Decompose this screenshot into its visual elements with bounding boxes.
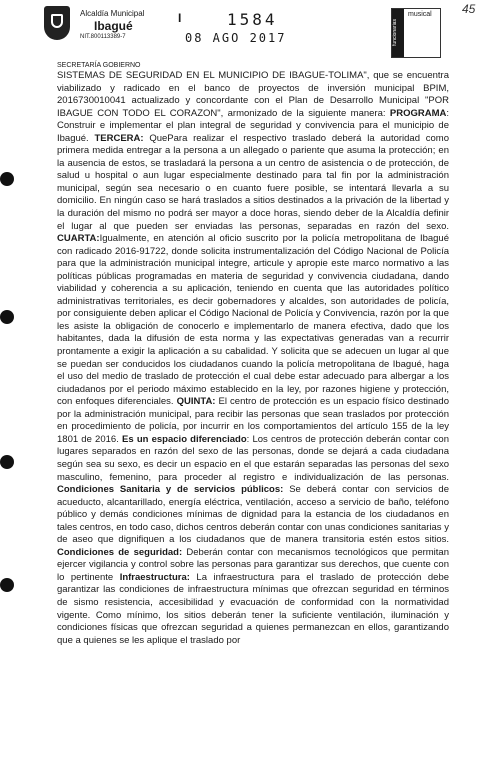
stamp-date: 08 AGO 2017: [185, 31, 287, 45]
quinta-heading: QUINTA:: [176, 396, 216, 408]
musical-stamp-box: [391, 8, 441, 58]
programa-text: : Construir e implementar el plan integral de seguridad y convivencia para el municipio de Ibagué.: [57, 107, 449, 144]
infraestructura-heading: Infraestructura:: [119, 571, 190, 583]
espacio-diferenciado-heading: Es un espacio diferenciado: [122, 433, 247, 445]
org-nit: NIT.800113389-7: [80, 34, 126, 40]
stamp-code: I: [178, 11, 183, 25]
punch-hole: [0, 578, 14, 592]
quinta-text: El centro de protección es un espacio físico destinado por la administración municipal, para recibir las personas que sean traslados por protección en procedimiento de policía, por incurrir en los comportamientos del artículo 155 de la ley 1801 de 2016.: [57, 396, 449, 445]
condiciones-sanitarias-text: Se deberá contar con servicios de acueducto, alcantarillado, energía eléctrica, ventilación, acceso a servicio de baño, teléfono público y demás condiciones mínimas de dignidad para la estancia de los ciudadanos en tales centros, en todo caso, dichos centros deberán contar con unas condiciones sanitarias y de aseo que dignifiquen a los ciudadanos que de manera transitoria estén estos sitios.: [57, 484, 449, 546]
punch-hole: [0, 172, 14, 186]
tercera-heading: TERCERA:: [94, 132, 144, 144]
org-city: Ibagué: [94, 19, 133, 33]
programa-heading: PROGRAMA: [389, 107, 447, 119]
document-body: [57, 70, 449, 762]
espacio-diferenciado-text: : Los centros de protección deberán contar con lugares separados en razón del sexo de las personas, donde se dejará a cada ciudadana según sea su sexo, es decir un espacio en el que estarán separadas las personas del sexo masculino, femenino, para proceder al registro e individualización de las personas.: [57, 433, 449, 483]
condiciones-sanitarias-heading: Condiciones Sanitaria y de servicios públicos:: [57, 484, 284, 496]
musical-label: musical: [408, 11, 432, 18]
ibague-crest-logo: [44, 6, 70, 40]
cuarta-text: Igualmente, en atención al oficio suscrito por la policía metropolitana de Ibagué con radicado 2016-91722, donde solicita instrumentalización del Código Nacional de Policía para que la administración municipal integre, articule y apropie este marco normativo a las políticas públicas programadas en materia de seguridad y convivencia ciudadana, dando viabilidad y coherencia a su aplicación, teniendo en cuenta que las autoridades político administrativas territoriales, es decir gobernadores y alcaldes, son autoridades de policía, por consiguiente deben aplicar el Código Nacional de Policía y Convivencia, razón por la que les asiste la obligación de conocerlo e implementarlo de manera efectiva, dado que los habitantes, dada la difusión de esta norma y las expectativas generadas van a recurrir prontamente a exigir la aplicación a su cabalidad. Y solicita que se adecuen un lugar al que se puedan ser conducidos los ciudadanos cuando la policía metropolitana de Ibagué, haga el uso del medio de traslado de protección el cual debe estar adecuado para albergar a los ciudadanos por el periodo máximo establecido en la ley, por razones higiene y protección, con enfoques diferenciales.: [57, 233, 449, 408]
condiciones-seguridad-text: Deberán contar con mecanismos tecnológicos que permitan ejercer vigilancia y control sobre las personas para garantizar sus derechos, que cuente con lo pertinente: [57, 546, 449, 583]
handwritten-page-note: 45: [462, 2, 476, 16]
org-name: Alcaldía Municipal: [80, 9, 145, 18]
cuarta-heading: CUARTA:: [57, 233, 100, 245]
musical-strip: funcionarias: [392, 9, 404, 57]
punch-hole: [0, 455, 14, 469]
condiciones-seguridad-heading: Condiciones de seguridad:: [57, 546, 183, 558]
radicado-number: 1584: [227, 10, 278, 29]
department-label: SECRETARÍA GOBIERNO: [57, 62, 141, 69]
paragraph-intro: SISTEMAS DE SEGURIDAD EN EL MUNICIPIO DE IBAGUE-TOLIMA", que se encuentra viabilizado y radicado en el banco de proyectos de inversión municipal BPIM, 2016730010041 actualizado y concordante con el Plan de Desarrollo Municipal "POR IBAGUE CON TODO EL CORAZON", armonizado de la siguiente manera:: [57, 70, 449, 119]
tercera-text: QuePara realizar el respectivo traslado deberá la autoridad como primera medida entregar a la persona a un allegado o pariente que asuma la protección; en la ausencia de estos, se trasladará la persona a un centro de asistencia o de protección, de salud u hospital o aun lugar especialmente destinado para tal fin por la administración municipal, según sea necesario o en cuanto fuere posible, se intentará llevarla a su domicilio. En ningún caso se hará traslados a sitios destinados a la privación de la libertad y la duración del mismo no podrá ser mayor a doce horas, siendo deber de la Alcaldía definir el lugar al que pueden ser enviadas las personas, separadas en razón del sexo.: [57, 132, 449, 232]
infraestructura-text: La infraestructura para el traslado de protección debe garantizar las condiciones de infraestructura mínimas que ofrezcan seguridad en términos de sismo resistencia, accesibilidad y evacuación de conformidad con la normatividad vigente. Como mínimo, los sitios deberán tener la suficiente ventilación, iluminación y condiciones físicas que ofrezcan seguridad a quienes permanezcan en ellos, garantizando que a quienes se les aplique el traslado por: [57, 571, 449, 646]
punch-hole: [0, 310, 14, 324]
